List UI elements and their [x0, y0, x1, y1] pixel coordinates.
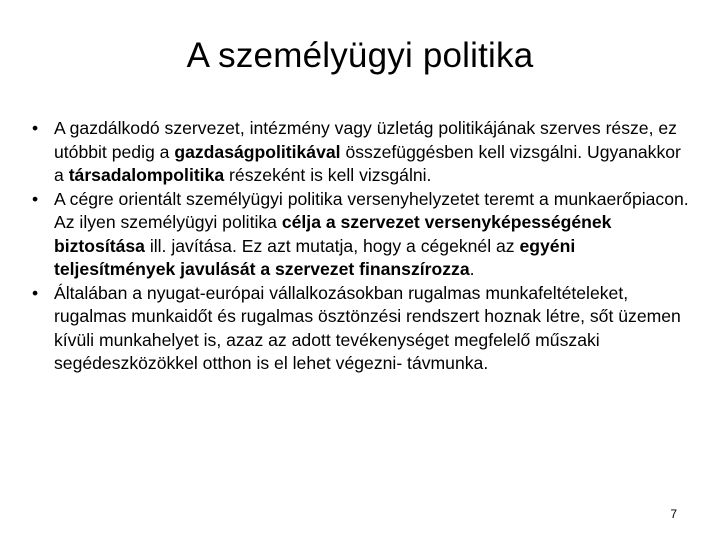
text-run-bold: gazdaságpolitikával: [174, 141, 341, 162]
text-run-bold: célja a szervezet versenyképességének biztosítása: [54, 212, 612, 256]
text-run: részeként is kell vizsgálni.: [224, 165, 432, 185]
bullet-text: [54, 283, 681, 374]
text-run: összefüggésben kell vizsgálni. Ugyanakkor a: [54, 141, 681, 185]
slide-title: A személyügyi politika: [186, 36, 534, 75]
text-run: A gazdálkodó szervezet, intézmény vagy üzletág politikájának szerves része, ez utóbbit pedig a: [54, 118, 677, 162]
text-run: .: [469, 259, 475, 279]
bullet-dot-icon: •: [32, 118, 39, 138]
bullet-text: [54, 189, 689, 280]
bullet-item: [30, 117, 694, 188]
bullet-dot-icon: •: [32, 188, 39, 209]
text-run: ill. javítása. Ez azt mutatja, hogy a cégeknél az: [144, 235, 520, 256]
text-run: Általában a nyugat-európai vállalkozásokban rugalmas munkafeltételeket, rugalmas munkaidőt és rugalmas ösztönzési rendszert hoznak létre, sőt üzemen kívüli munkahelyet is, azaz az adott tevékenységet megfelelő műszaki segédeszközökkel otthon is el lehet végezni- távmunka.: [54, 282, 681, 373]
bullet-dot-icon: •: [32, 282, 39, 303]
bullet-item: [30, 282, 694, 376]
text-run-bold: egyéni teljesítmények javulását a szervezet finanszírozza: [54, 235, 576, 279]
text-run: A cégre orientált személyügyi politika versenyhelyzetet teremt a munkaerőpiacon. Az ilyen személyügyi politika: [54, 188, 689, 232]
bullet-item: [30, 188, 694, 282]
page-number: 7: [670, 507, 677, 521]
bullet-text: [54, 118, 681, 185]
bullet-list: [30, 117, 694, 376]
text-run-bold: társadalompolitika: [68, 165, 225, 185]
